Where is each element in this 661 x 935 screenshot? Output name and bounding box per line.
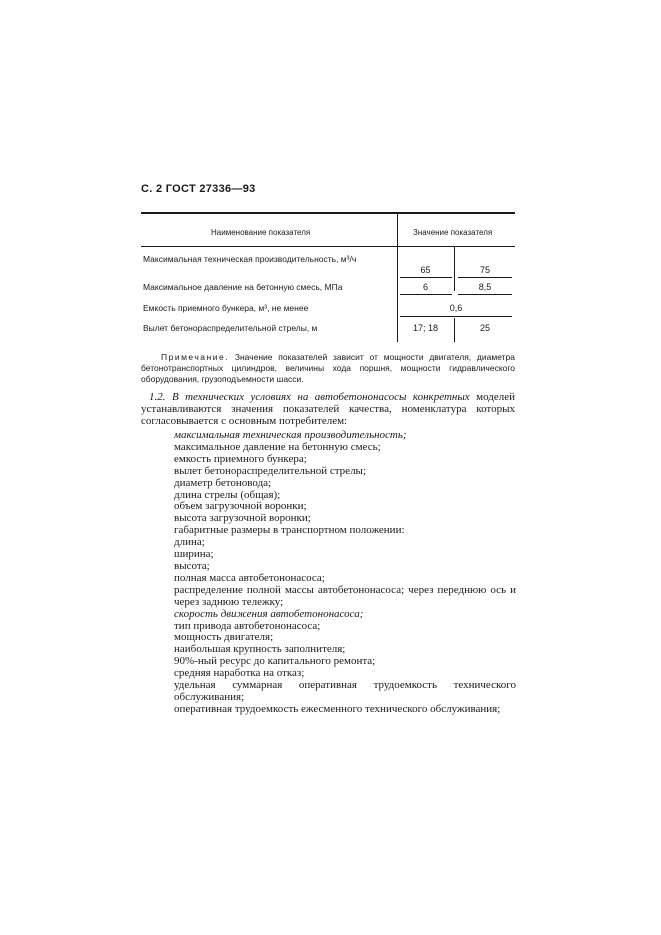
list-item [174,704,516,716]
indicators-table [141,212,515,346]
list-item: вылет бетонораспределительной стрелы; [174,464,367,477]
list-item: длина стрелы (общая); [174,488,281,501]
list-item [174,680,516,704]
list-item: 90%-ный ресурс до капитального ремонта; [174,655,376,668]
table-top-rule [141,212,515,214]
indicator-list [174,430,516,716]
list-item: высота загрузочной воронки; [174,512,311,525]
note-text: Значение показателей зависит от мощности двигателя, диаметра бетонотранспортных цилиндров, величины хода поршня, мощности гидравлического оборудования, грузоподъемности шасси. [141,352,515,384]
list-item: диаметр бетоновода; [174,476,272,489]
list-item: габаритные размеры в транспортном положении: [174,524,405,537]
note-lead: Примечание. [161,352,230,362]
page-header: С. 2 ГОСТ 27336—93 [141,183,256,195]
col1-header: Наименование показателя [211,228,311,237]
cell-underline [458,277,512,278]
cell-pressure-2: 8,5 [478,282,492,292]
list-item: скорость движения автобетононасоса; [174,607,364,620]
row-label-productivity: Максимальная техническая производительность, м³/ч [143,254,357,264]
cell-underline [458,294,512,295]
list-item: тип привода автобетононасоса; [174,619,321,632]
cell-productivity-1: 65 [420,265,431,275]
clause-1-2 [141,392,515,427]
list-item-text: распределение полной массы автобетононасоса; через переднюю ось и через заднюю тележку; [174,583,516,608]
cell-pressure-1: 6 [422,282,428,292]
list-item: объем загрузочной воронки; [174,500,307,513]
cell-underline [400,294,452,295]
list-item: средняя наработка на отказ; [174,667,305,680]
list-item: максимальная техническая производительность; [174,429,407,441]
row-label-hopper: Емкость приемного бункера, м³, не менее [143,303,309,313]
cell-hopper: 0,6 [449,303,463,313]
list-item: наибольшая крупность заполнителя; [174,643,346,656]
list-item: длина; [174,536,205,549]
row-label-boom: Вылет бетонораспределительной стрелы, м [143,323,318,333]
cell-underline [400,277,452,278]
list-item: максимальное давление на бетонную смесь; [174,440,381,453]
table-header-rule [141,246,515,247]
list-item-text: удельная суммарная оперативная трудоемкость технического обслуживания; [174,679,516,703]
clause-italic-text: В технических условиях на автобетононасосы конкретных [171,391,470,403]
list-item: мощность двигателя; [174,631,274,644]
list-item [174,585,516,609]
list-item: полная масса автобетононасоса; [174,571,325,584]
cell-productivity-2: 75 [479,265,490,275]
list-item: ширина; [174,548,214,561]
cell-boom-1: 17; 18 [412,323,439,333]
clause-text: моделей устанавливаются значения показателей качества, номенклатура которых согласовывается с основным потребителем: [141,391,516,427]
table-note [141,352,515,385]
list-item: высота; [174,559,210,572]
list-item: емкость приемного бункера; [174,452,307,465]
cell-boom-2: 25 [479,323,490,333]
col2-header: Значение показателя [413,228,493,237]
cell-underline [400,316,512,317]
row-label-pressure: Максимальное давление на бетонную смесь, МПа [143,282,343,292]
clause-number: 1.2. [149,391,166,403]
list-item-text: оперативная трудоемкость ежесменного технического обслуживания; [174,702,501,715]
